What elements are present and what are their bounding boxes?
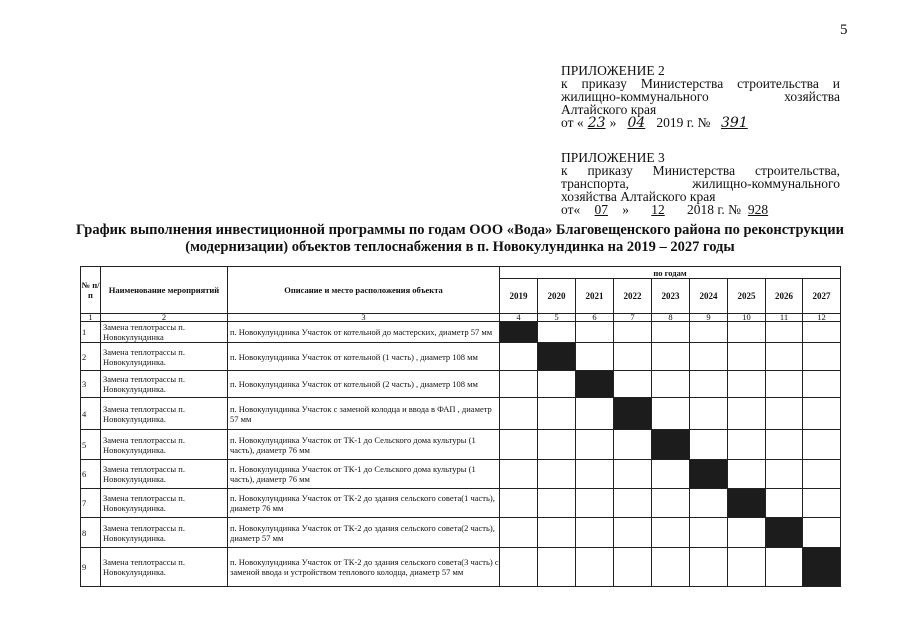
table-row (81, 343, 841, 371)
schedule-cell (614, 430, 652, 460)
schedule-cell (728, 371, 766, 398)
appendix-3-block (561, 151, 840, 216)
appendix-2-block (561, 64, 840, 130)
schedule-cell (728, 460, 766, 489)
year-header: 2025 (728, 279, 766, 314)
appendix-2-date-prefix: от « (561, 115, 584, 130)
schedule-cell (614, 460, 652, 489)
appendix-2-month: 04 (627, 115, 646, 131)
appendix-3-line-2: транспорта, жилищно-коммунального (561, 176, 840, 191)
schedule-bar (652, 430, 690, 460)
schedule-cell (728, 322, 766, 343)
schedule-cell (538, 430, 576, 460)
schedule-cell (538, 548, 576, 587)
year-header: 2022 (614, 279, 652, 314)
row-number: 6 (81, 460, 101, 489)
schedule-cell (766, 322, 803, 343)
appendix-3-line-3: хозяйства Алтайского края (561, 189, 716, 204)
row-description: п. Новокулундинка Участок от котельной до мастерских, диаметр 57 мм (228, 322, 500, 343)
schedule-bar (728, 489, 766, 518)
row-description: п. Новокулундинка Участок от котельной (2 часть) , диаметр 108 мм (228, 371, 500, 398)
schedule-cell (614, 322, 652, 343)
row-activity-name: Замена теплотрассы п. Новокулундинка. (101, 548, 228, 587)
schedule-cell (690, 322, 728, 343)
column-number-row (81, 314, 841, 322)
schedule-cell (500, 489, 538, 518)
schedule-cell (652, 548, 690, 587)
schedule-cell (538, 322, 576, 343)
schedule-cell (500, 371, 538, 398)
table-row (81, 398, 841, 430)
row-number: 4 (81, 398, 101, 430)
column-number: 11 (766, 314, 803, 322)
schedule-cell (538, 371, 576, 398)
schedule-cell (576, 548, 614, 587)
schedule-cell (728, 343, 766, 371)
appendix-3-order-line (561, 203, 840, 216)
row-description: п. Новокулундинка Участок от ТК-2 до здания сельского совета(3 часть) с заменой ввода и устройством теплового колодца, диаметр 57 мм (228, 548, 500, 587)
row-number: 3 (81, 371, 101, 398)
schedule-cell (614, 518, 652, 548)
schedule-cell (766, 398, 803, 430)
schedule-cell (728, 398, 766, 430)
row-number: 1 (81, 322, 101, 343)
schedule-cell (766, 548, 803, 587)
row-description: п. Новокулундинка Участок от ТК-1 до Сельского дома культуры (1 часть), диаметр 76 мм (228, 430, 500, 460)
table-row (81, 489, 841, 518)
schedule-cell (728, 430, 766, 460)
column-number: 12 (803, 314, 841, 322)
schedule-cell (652, 518, 690, 548)
schedule-cell (614, 548, 652, 587)
column-number: 9 (690, 314, 728, 322)
schedule-bar (803, 548, 841, 587)
schedule-cell (500, 548, 538, 587)
schedule-cell (803, 489, 841, 518)
schedule-cell (766, 371, 803, 398)
schedule-bar (576, 371, 614, 398)
appendix-2-year-text: 2019 г. № (656, 115, 711, 130)
table-row (81, 430, 841, 460)
header-description: Описание и место расположения объекта (228, 267, 500, 314)
row-activity-name: Замена теплотрассы п. Новокулундинка. (101, 398, 228, 430)
table-row (81, 460, 841, 489)
header-name: Наименование мероприятий (101, 267, 228, 314)
schedule-cell (500, 343, 538, 371)
appendix-2-month-sep: » (609, 115, 617, 130)
schedule-cell (728, 518, 766, 548)
appendix-2-day: 23 (587, 115, 606, 131)
schedule-cell (538, 518, 576, 548)
column-number: 10 (728, 314, 766, 322)
schedule-cell (766, 343, 803, 371)
year-header: 2026 (766, 279, 803, 314)
schedule-cell (690, 371, 728, 398)
schedule-cell (803, 430, 841, 460)
schedule-body (81, 322, 841, 587)
row-number: 9 (81, 548, 101, 587)
appendix-2-order-line (561, 116, 840, 130)
schedule-cell (803, 518, 841, 548)
schedule-cell (500, 518, 538, 548)
appendix-2-number: 391 (721, 115, 748, 131)
year-header: 2024 (690, 279, 728, 314)
schedule-cell (652, 398, 690, 430)
schedule-cell (766, 489, 803, 518)
year-header: 2027 (803, 279, 841, 314)
schedule-cell (500, 398, 538, 430)
schedule-cell (690, 489, 728, 518)
schedule-cell (803, 322, 841, 343)
schedule-cell (614, 489, 652, 518)
appendix-3-heading: ПРИЛОЖЕНИЕ 3 (561, 150, 665, 165)
schedule-cell (803, 343, 841, 371)
schedule-cell (614, 371, 652, 398)
row-description: п. Новокулундинка Участок от ТК-1 до Сельского дома культуры (1 часть), диаметр 76 мм (228, 460, 500, 489)
column-number: 7 (614, 314, 652, 322)
row-description: п. Новокулундинка Участок с заменой колодца и ввода в ФАП , диаметр 57 мм (228, 398, 500, 430)
appendix-2-line-3: Алтайского края (561, 102, 657, 117)
schedule-cell (766, 460, 803, 489)
schedule-bar (614, 398, 652, 430)
column-number: 2 (101, 314, 228, 322)
row-number: 2 (81, 343, 101, 371)
appendix-3-year-text: 2018 г. № (686, 202, 742, 217)
column-number: 8 (652, 314, 690, 322)
schedule-cell (538, 460, 576, 489)
row-description: п. Новокулундинка Участок от ТК-2 до здания сельского совета(1 часть), диаметр 76 мм (228, 489, 500, 518)
column-number: 4 (500, 314, 538, 322)
row-activity-name: Замена теплотрассы п. Новокулундинка (101, 322, 228, 343)
schedule-cell (538, 489, 576, 518)
row-activity-name: Замена теплотрассы п. Новокулундинка. (101, 371, 228, 398)
appendix-2-heading: ПРИЛОЖЕНИЕ 2 (561, 63, 665, 78)
row-number: 8 (81, 518, 101, 548)
schedule-bar (538, 343, 576, 371)
table-row (81, 518, 841, 548)
year-header: 2019 (500, 279, 538, 314)
schedule-cell (728, 548, 766, 587)
table-row (81, 371, 841, 398)
year-header: 2023 (652, 279, 690, 314)
schedule-bar (500, 322, 538, 343)
schedule-cell (576, 460, 614, 489)
row-number: 5 (81, 430, 101, 460)
schedule-cell (690, 343, 728, 371)
column-number: 3 (228, 314, 500, 322)
page-number: 5 (840, 22, 848, 38)
year-header: 2020 (538, 279, 576, 314)
schedule-cell (690, 518, 728, 548)
document-title: График выполнения инвестиционной программы по годам ООО «Вода» Благовещенского района по реконструкции (модернизации) объектов теплоснабжения в п. Новокулундинка на 2019 – 2027 годы (76, 222, 844, 255)
schedule-cell (690, 398, 728, 430)
year-header: 2021 (576, 279, 614, 314)
schedule-table (80, 266, 841, 587)
appendix-3-day: 07 (594, 202, 608, 217)
schedule-cell (500, 460, 538, 489)
column-number: 5 (538, 314, 576, 322)
column-number: 6 (576, 314, 614, 322)
appendix-3-date-prefix: от« (561, 202, 581, 217)
schedule-cell (690, 430, 728, 460)
schedule-cell (576, 430, 614, 460)
schedule-cell (690, 548, 728, 587)
row-activity-name: Замена теплотрассы п. Новокулундинка. (101, 430, 228, 460)
appendix-3-line-1: к приказу Министерства строительства, (561, 163, 840, 178)
row-description: п. Новокулундинка Участок от котельной (1 часть) , диаметр 108 мм (228, 343, 500, 371)
schedule-cell (803, 398, 841, 430)
schedule-cell (652, 371, 690, 398)
schedule-cell (803, 371, 841, 398)
schedule-cell (538, 398, 576, 430)
schedule-bar (766, 518, 803, 548)
appendix-3-month: 12 (651, 202, 665, 217)
schedule-cell (576, 322, 614, 343)
appendix-2-line-2: жилищно-коммунального хозяйства (561, 89, 840, 104)
schedule-cell (652, 460, 690, 489)
schedule-cell (652, 489, 690, 518)
schedule-cell (652, 322, 690, 343)
table-row (81, 548, 841, 587)
schedule-cell (576, 398, 614, 430)
row-number: 7 (81, 489, 101, 518)
row-activity-name: Замена теплотрассы п. Новокулундинка. (101, 460, 228, 489)
appendix-3-number: 928 (747, 202, 769, 217)
schedule-bar (690, 460, 728, 489)
header-by-years: по годам (500, 267, 841, 279)
schedule-cell (576, 518, 614, 548)
row-activity-name: Замена теплотрассы п. Новокулундинка. (101, 343, 228, 371)
row-activity-name: Замена теплотрассы п. Новокулундинка. (101, 489, 228, 518)
header-row-top (81, 267, 841, 279)
appendix-3-month-sep: » (622, 202, 629, 217)
header-no: № п/п (81, 267, 101, 314)
row-activity-name: Замена теплотрассы п. Новокулундинка. (101, 518, 228, 548)
schedule-cell (614, 343, 652, 371)
schedule-cell (500, 430, 538, 460)
schedule-cell (766, 430, 803, 460)
table-row (81, 322, 841, 343)
appendix-2-line-1: к приказу Министерства строительства и (561, 76, 840, 91)
schedule-cell (576, 343, 614, 371)
schedule-cell (576, 489, 614, 518)
column-number: 1 (81, 314, 101, 322)
row-description: п. Новокулундинка Участок от ТК-2 до здания сельского совета(2 часть), диаметр 57 мм (228, 518, 500, 548)
schedule-cell (652, 343, 690, 371)
schedule-cell (803, 460, 841, 489)
